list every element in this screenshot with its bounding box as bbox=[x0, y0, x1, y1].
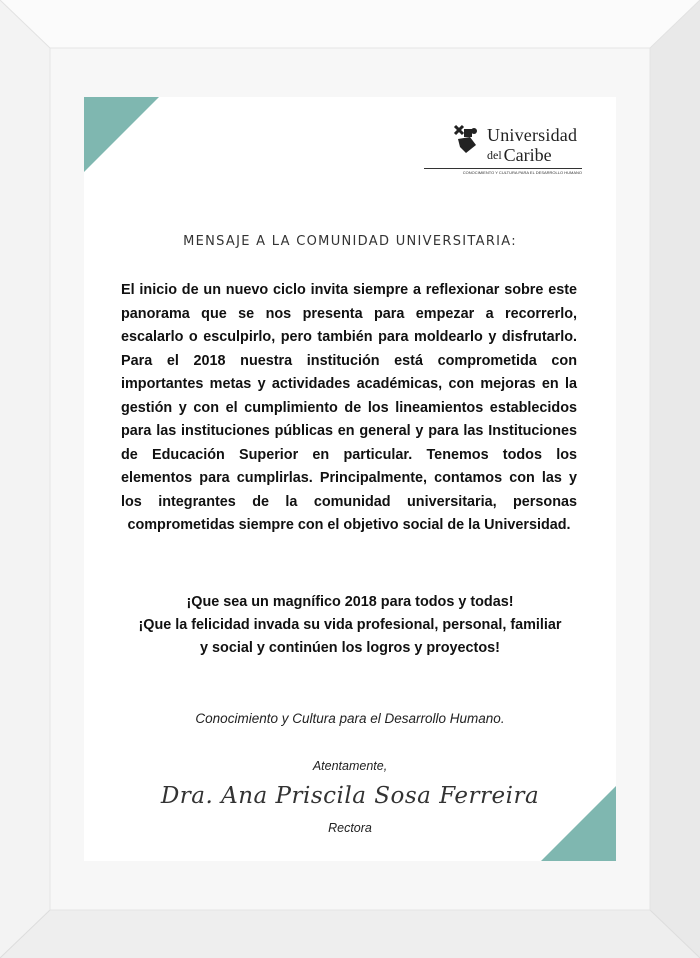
university-motto: Conocimiento y Cultura para el Desarrollo Humano. bbox=[195, 711, 505, 726]
logo-name-caribe bbox=[487, 145, 552, 166]
logo-name-caribe-text: Caribe bbox=[503, 145, 552, 165]
letter-paper bbox=[84, 97, 616, 861]
logo-name-del: del bbox=[487, 148, 502, 162]
letter-body: El inicio de un nuevo ciclo invita siempre a reflexionar sobre este panorama que se nos presenta para empezar a recorrerlo, escalarlo o esculpirlo, pero también para moldearlo y disfrutarlo. Para el 2018 nuestra institución está comprometida con importantes metas y actividades académicas, con mejoras en la gestión y con el cumplimiento de los lineamientos establecidos para las instituciones públicas en general y para las Instituciones de Educación Superior en particular. Tenemos todos los elementos para cumplirlas. Principalmente, contamos con las y los integrantes de la comunidad universitaria, personas comprometidas siempre con el objetivo social de la Universidad. bbox=[121, 282, 577, 533]
signer-role: Rectora bbox=[328, 821, 372, 835]
university-emblem-icon bbox=[452, 123, 482, 157]
wish-line: ¡Que sea un magnífico 2018 para todos y todas! bbox=[186, 594, 514, 610]
wish-line: ¡Que la felicidad invada su vida profesional, personal, familiar bbox=[138, 617, 562, 633]
letter-closing: Atentamente, bbox=[312, 759, 388, 773]
corner-triangle-top-left bbox=[84, 97, 159, 172]
logo-tagline: CONOCIMIENTO Y CULTURA PARA EL DESARROLLO HUMANO bbox=[424, 168, 582, 175]
letter-wishes bbox=[84, 591, 616, 660]
university-logo bbox=[452, 123, 582, 175]
logo-name-universidad: Universidad bbox=[487, 125, 578, 145]
wish-line: y social y continúen los logros y proyectos! bbox=[200, 640, 500, 656]
letter-heading: MENSAJE A LA COMUNIDAD UNIVERSITARIA: bbox=[183, 234, 517, 249]
signature: Dra. Ana Priscila Sosa Ferreira bbox=[160, 783, 540, 809]
